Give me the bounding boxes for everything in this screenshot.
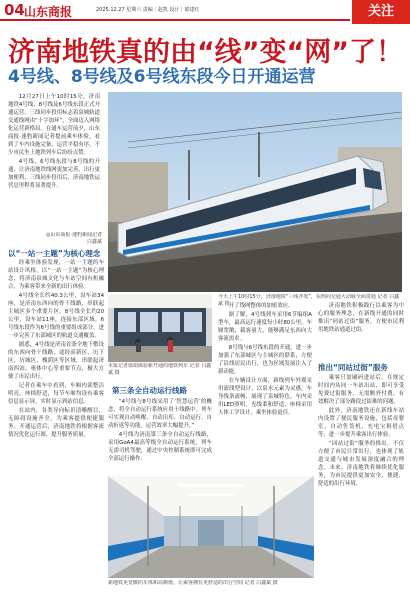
- theme-paragraph: 在站内，各类导向标识清晰醒目，无障碍设施齐全，为乘客提供便捷服务。开通运营后，济南地铁将根据客流情况优化运行图，提升服务质量。: [8, 408, 104, 438]
- main-photo-train: [108, 92, 402, 292]
- station-photo: [108, 294, 212, 362]
- middle-paragraph: 据了解，4号线列车采用6节编组A型车，最高运行速度每小时80公里，车厢宽敞，载客量大，能够满足东西向大客流需求。: [218, 312, 312, 342]
- crossing-paragraph: “同站过街”服务的推出，不仅方便了市民日常出行，也体现了轨道交通与城市发展深度融合的理念。未来，济南地铁将继续优化服务，为市民提供更加安全、便捷、舒适的出行环境。: [318, 441, 404, 487]
- lead-paragraph: 4号线、6号线东段与8号线的开通，让济南地铁线网更加完善，出行更加便利，三线同步投用后，济南地铁运营总里程将显著提升。: [8, 159, 100, 189]
- section-theme-text: [8, 259, 104, 594]
- station-photo-caption: 本报记者俱胡体验新开通的地铁列车 记者 白鑫斌 摄: [108, 363, 212, 376]
- automation-paragraph: 4号线为济南第三条全自动运行线路，采用GoA4最高等级全自动运行系统，列车无需司机驾驶，通过中央控制系统即可完成全部运行操作。: [108, 432, 212, 462]
- page-subheadline: 4号线、8号线及6号线东段今日开通运营: [8, 67, 316, 87]
- middle-paragraph: 开了线网整体的加密效应。: [228, 303, 294, 309]
- section-heading-automation: 第三条全自动运行线路: [112, 386, 187, 395]
- issue-meta: 2025.12.27 星期六 责编｜赵凯 设计｜郎建红: [96, 7, 200, 13]
- section-crossing-body: [318, 374, 404, 594]
- middle-paragraph: 在车辆设计方面，新线列车外观采用流线型设计，以泉水元素为灵感，车身线条流畅，展现了泉城特色。车内采用LED照明，光线柔和舒适，座椅采用人体工学设计，乘坐体验更佳。: [218, 378, 312, 416]
- crossing-lead-paragraph: 济南地铁积极践行以乘客为中心的服务理念，在新线开通的同时推出“同站过街”服务，方便市民利用地铁站通道过街。: [318, 303, 404, 333]
- main-photo-caption: 今天上午10时15分，济南地铁“三线齐发”，东西向交通大动脉全面贯通 记者 白鑫斌 摄: [218, 294, 400, 307]
- middle-column-text: [218, 302, 312, 472]
- middle-paragraph: 8号线与6号线东段的开通，进一步加强了东部城区与主城区的联系，方便了沿线居民出行，也为区域发展注入了新动能。: [218, 345, 312, 375]
- theme-paragraph: 记者在乘车中看到，车厢内部整洁明亮，座椅舒适，每节车厢均设有乘客信息显示屏，实时显示到站信息。: [8, 383, 104, 405]
- section-tag: 关注: [352, 0, 410, 24]
- section-heading-theme: 以“一站一主题”为核心理念: [8, 249, 101, 258]
- page-headline: 济南地铁真的由“线”变“网”了！: [8, 37, 403, 68]
- train-interior-photo: [108, 476, 314, 578]
- crossing-paragraph: 此外，济南地铁还在新线车站内设置了便民服务设施，包括母婴室、自动售货机、充电宝租借点等，进一步提升乘客出行体验。: [318, 408, 404, 438]
- theme-paragraph: 4号线全长约40.3公里，设车站34座，是济南东西向的骨干线路，串联起主城区多个重要片区。8号线全长约20公里，设车站11座，连接东部区域。6号线东段作为6号线的重要组成部分，进一步完善了东部城区的轨道交通覆盖。: [8, 293, 104, 339]
- train-interior-caption: 新地铁更宽敞的车体和高颜值，让乘客拥有更舒适的出行空间 记者 白鑫斌 摄: [108, 580, 278, 586]
- lead-text: [8, 93, 100, 229]
- crossing-paragraph: 乘客只需刷码进站后，在规定时间内从同一车站出站，即可享受免费过街服务，无需额外付费，有效解决了部分路段过街难的问题。: [318, 375, 404, 405]
- masthead-rule: [0, 19, 350, 21]
- masthead: [0, 0, 410, 22]
- section-automation-text: [108, 398, 212, 472]
- page-number: 04: [4, 1, 25, 19]
- theme-paragraph: 经乘坐体验发现，一站一主题的车站设计风格，以“一站一主题”为核心理念，将济南泉城文化与车站空间有机融合，为乘客带来全新的出行体验。: [8, 260, 104, 290]
- section-heading-crossing: 推出“同站过街”服务: [318, 363, 388, 372]
- newspaper-name: 山东商报: [24, 5, 73, 19]
- section-crossing-text: [318, 302, 404, 358]
- theme-paragraph: 据悉，4号线是济南首条全地下敷设的东西向骨干线路，途经高新区、历下区、历城区、槐荫区等区域，串联起济南西站、奥体中心等重要节点，极大方便了市民出行。: [8, 342, 104, 380]
- automation-paragraph: “4号线与8号线采用了‘智慧运营’的概念，将全自动运行系统应用于线路中。列车可实现自动唤醒、自动出库、自动运行、自动折返等功能，运营效率大幅提升。”: [108, 399, 212, 429]
- lead-photo-credit: ◎山东商报·速豹新闻记者 白鑫斌: [46, 232, 102, 245]
- lead-paragraph: 12月27日上午10时15分，济南地铁4号线、8号线及6号线东段正式开通运营。三线同步投用标志着泉城轨道交通线网由“十字加环”，全面迈入网络化运营新格局。在通车运营前夕，山东商报·速豹新闻记者提前乘车体验，看到了车内设施完备、运营平稳有序，不少市民坐上地铁列车后纷纷点赞。: [8, 94, 100, 156]
